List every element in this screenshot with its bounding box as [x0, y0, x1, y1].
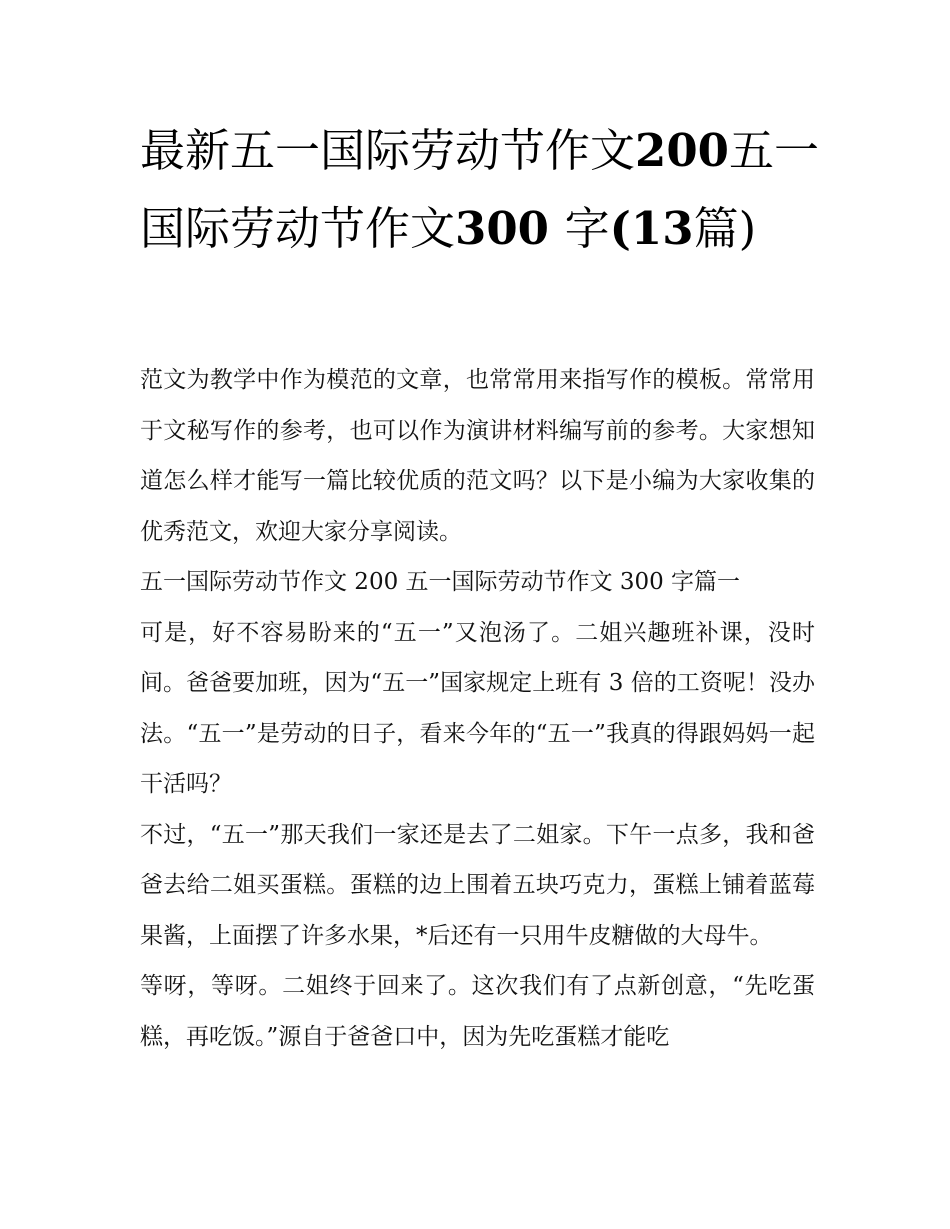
title-part: 五一国际劳动节作文: [140, 124, 819, 255]
body-paragraph: 不过，“五一”那天我们一家还是去了二姐家。下午一点多，我和爸爸去给二姐买蛋糕。蛋糕的边上围着五块巧克力，蛋糕上铺着蓝莓果酱，上面摆了许多水果，*后还有一只用牛皮糖做的大母牛。: [140, 821, 815, 949]
document-title: [140, 112, 830, 268]
section-heading: 五一国际劳动节作文 200 五一国际劳动节作文 300 字篇一: [140, 569, 741, 595]
title-part: 300: [455, 202, 565, 255]
title-part: 200: [635, 124, 729, 177]
body-paragraph: 等呀，等呀。二姐终于回来了。这次我们有了点新创意，“先吃蛋糕，再吃饭。”源自于爸爸口中，因为先吃蛋糕才能吃: [140, 973, 815, 1050]
title-part: 字: [564, 202, 610, 255]
title-part: 最新五一国际劳动节作文: [140, 124, 636, 177]
title-part: 篇): [693, 202, 757, 255]
intro-paragraph: 范文为教学中作为模范的文章，也常常用来指写作的模板。常常用于文秘写作的参考，也可以作为演讲材料编写前的参考。大家想知道怎么样才能写一篇比较优质的范文吗？以下是小编为大家收集的优秀范文，欢迎大家分享阅读。: [140, 367, 815, 545]
body-paragraph: 可是，好不容易盼来的“五一”又泡汤了。二姐兴趣班补课，没时间。爸爸要加班，因为“五一”国家规定上班有 3 倍的工资呢！没办法。“五一”是劳动的日子，看来今年的“五一”我真的得跟妈妈一起干活吗？: [140, 619, 815, 797]
document-body: [140, 355, 815, 1062]
title-part: (13: [609, 202, 694, 255]
